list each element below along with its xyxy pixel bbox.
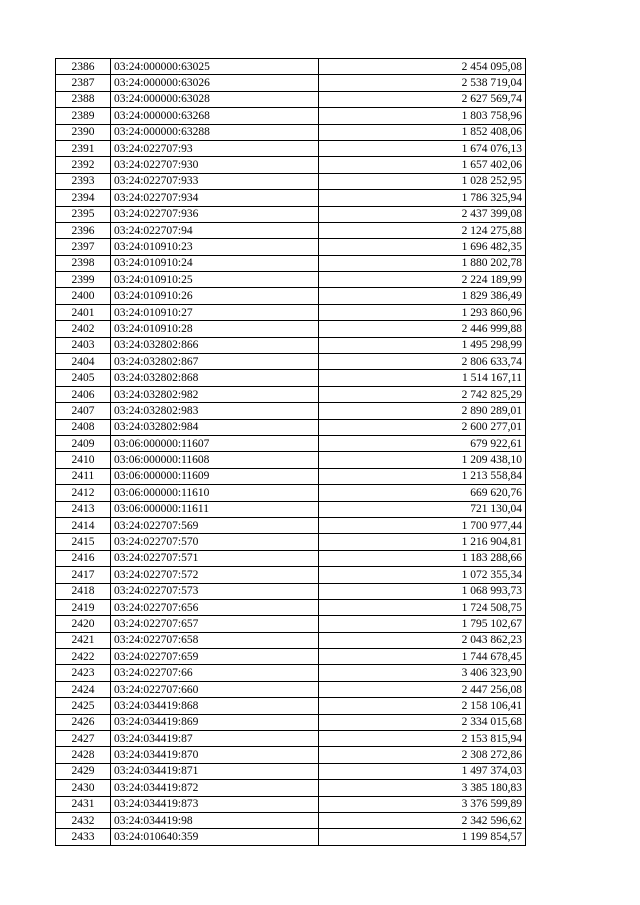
table-row [56, 403, 526, 419]
cadastral-number-cell: 03:24:000000:63268 [111, 108, 319, 124]
cadastral-number-cell: 03:24:022707:571 [111, 550, 319, 566]
row-number-cell: 2387 [56, 75, 111, 91]
cadastral-number-cell: 03:06:000000:11608 [111, 452, 319, 468]
table-row [56, 468, 526, 484]
value-cell: 2 538 719,04 [319, 75, 526, 91]
cadastral-number-cell: 03:24:010640:359 [111, 829, 319, 845]
value-cell: 2 342 596,62 [319, 812, 526, 828]
value-cell: 3 406 323,90 [319, 665, 526, 681]
table-row [56, 747, 526, 763]
cadastral-number-cell: 03:24:022707:659 [111, 649, 319, 665]
table-row [56, 272, 526, 288]
row-number-cell: 2398 [56, 255, 111, 271]
value-cell: 3 376 599,89 [319, 796, 526, 812]
cadastral-number-cell: 03:24:022707:660 [111, 681, 319, 697]
cadastral-number-cell: 03:24:032802:982 [111, 386, 319, 402]
table-row [56, 108, 526, 124]
value-cell: 1 880 202,78 [319, 255, 526, 271]
table-row [56, 354, 526, 370]
table-row [56, 714, 526, 730]
value-cell: 1 744 678,45 [319, 649, 526, 665]
value-cell: 1 829 386,49 [319, 288, 526, 304]
table-row [56, 370, 526, 386]
value-cell: 2 806 633,74 [319, 354, 526, 370]
value-cell: 2 158 106,41 [319, 698, 526, 714]
table-row [56, 731, 526, 747]
row-number-cell: 2428 [56, 747, 111, 763]
cadastral-number-cell: 03:24:034419:873 [111, 796, 319, 812]
table-row [56, 829, 526, 845]
cadastral-number-cell: 03:24:032802:866 [111, 337, 319, 353]
table-row [56, 599, 526, 615]
value-cell: 1 795 102,67 [319, 616, 526, 632]
row-number-cell: 2393 [56, 173, 111, 189]
table-row [56, 288, 526, 304]
row-number-cell: 2389 [56, 108, 111, 124]
cadastral-number-cell: 03:24:010910:27 [111, 304, 319, 320]
row-number-cell: 2388 [56, 91, 111, 107]
row-number-cell: 2417 [56, 567, 111, 583]
value-cell: 721 130,04 [319, 501, 526, 517]
row-number-cell: 2404 [56, 354, 111, 370]
cadastral-number-cell: 03:24:032802:867 [111, 354, 319, 370]
value-cell: 1 216 904,81 [319, 534, 526, 550]
row-number-cell: 2402 [56, 321, 111, 337]
row-number-cell: 2419 [56, 599, 111, 615]
cadastral-number-cell: 03:24:010910:26 [111, 288, 319, 304]
value-cell: 2 043 862,23 [319, 632, 526, 648]
cadastral-number-cell: 03:24:034419:868 [111, 698, 319, 714]
cadastral-number-cell: 03:24:032802:868 [111, 370, 319, 386]
cadastral-number-cell: 03:24:034419:98 [111, 812, 319, 828]
row-number-cell: 2413 [56, 501, 111, 517]
cadastral-number-cell: 03:24:000000:63028 [111, 91, 319, 107]
row-number-cell: 2407 [56, 403, 111, 419]
row-number-cell: 2429 [56, 763, 111, 779]
value-cell: 669 620,76 [319, 485, 526, 501]
table-row [56, 124, 526, 140]
row-number-cell: 2424 [56, 681, 111, 697]
value-cell: 1 514 167,11 [319, 370, 526, 386]
row-number-cell: 2408 [56, 419, 111, 435]
cadastral-number-cell: 03:24:010910:28 [111, 321, 319, 337]
cadastral-number-cell: 03:06:000000:11611 [111, 501, 319, 517]
value-cell: 1 495 298,99 [319, 337, 526, 353]
table-row [56, 616, 526, 632]
value-cell: 2 124 275,88 [319, 222, 526, 238]
table-row [56, 419, 526, 435]
value-cell: 1 293 860,96 [319, 304, 526, 320]
cadastral-number-cell: 03:24:022707:570 [111, 534, 319, 550]
cadastral-number-cell: 03:24:022707:936 [111, 206, 319, 222]
table-row [56, 501, 526, 517]
table-row [56, 796, 526, 812]
value-cell: 2 446 999,88 [319, 321, 526, 337]
row-number-cell: 2397 [56, 239, 111, 255]
table-row [56, 190, 526, 206]
row-number-cell: 2401 [56, 304, 111, 320]
cadastral-number-cell: 03:24:000000:63026 [111, 75, 319, 91]
cadastral-number-cell: 03:24:034419:87 [111, 731, 319, 747]
table-row [56, 157, 526, 173]
table-row [56, 75, 526, 91]
cadastral-number-cell: 03:24:032802:984 [111, 419, 319, 435]
value-cell: 1 199 854,57 [319, 829, 526, 845]
row-number-cell: 2410 [56, 452, 111, 468]
cadastral-number-cell: 03:24:022707:934 [111, 190, 319, 206]
value-cell: 3 385 180,83 [319, 780, 526, 796]
value-cell: 1 852 408,06 [319, 124, 526, 140]
value-cell: 2 600 277,01 [319, 419, 526, 435]
value-cell: 1 497 374,03 [319, 763, 526, 779]
cadastral-number-cell: 03:24:022707:933 [111, 173, 319, 189]
table-row [56, 222, 526, 238]
value-cell: 2 153 815,94 [319, 731, 526, 747]
table-row [56, 239, 526, 255]
cadastral-number-cell: 03:24:034419:872 [111, 780, 319, 796]
value-cell: 1 674 076,13 [319, 140, 526, 156]
value-cell: 1 700 977,44 [319, 517, 526, 533]
value-cell: 2 454 095,08 [319, 59, 526, 75]
cadastral-number-cell: 03:24:034419:871 [111, 763, 319, 779]
value-cell: 2 437 399,08 [319, 206, 526, 222]
row-number-cell: 2396 [56, 222, 111, 238]
row-number-cell: 2406 [56, 386, 111, 402]
table-row [56, 534, 526, 550]
value-cell: 1 209 438,10 [319, 452, 526, 468]
table-row [56, 649, 526, 665]
cadastral-number-cell: 03:24:022707:657 [111, 616, 319, 632]
row-number-cell: 2415 [56, 534, 111, 550]
cadastral-number-cell: 03:24:010910:24 [111, 255, 319, 271]
row-number-cell: 2431 [56, 796, 111, 812]
table-row [56, 435, 526, 451]
table-row [56, 386, 526, 402]
table-row [56, 517, 526, 533]
cadastral-number-cell: 03:24:022707:573 [111, 583, 319, 599]
table-row [56, 812, 526, 828]
row-number-cell: 2392 [56, 157, 111, 173]
table-row [56, 681, 526, 697]
value-cell: 2 308 272,86 [319, 747, 526, 763]
cadastral-number-cell: 03:24:022707:569 [111, 517, 319, 533]
value-cell: 1 072 355,34 [319, 567, 526, 583]
row-number-cell: 2426 [56, 714, 111, 730]
row-number-cell: 2390 [56, 124, 111, 140]
cadastral-number-cell: 03:24:022707:93 [111, 140, 319, 156]
value-cell: 1 786 325,94 [319, 190, 526, 206]
table-row [56, 583, 526, 599]
table-row [56, 452, 526, 468]
value-cell: 1 803 758,96 [319, 108, 526, 124]
table-row [56, 567, 526, 583]
value-cell: 1 028 252,95 [319, 173, 526, 189]
cadastral-number-cell: 03:24:034419:870 [111, 747, 319, 763]
row-number-cell: 2421 [56, 632, 111, 648]
row-number-cell: 2416 [56, 550, 111, 566]
table-row [56, 337, 526, 353]
row-number-cell: 2405 [56, 370, 111, 386]
cadastral-number-cell: 03:24:034419:869 [111, 714, 319, 730]
value-cell: 2 334 015,68 [319, 714, 526, 730]
cadastral-number-cell: 03:24:022707:658 [111, 632, 319, 648]
value-cell: 2 447 256,08 [319, 681, 526, 697]
table-row [56, 665, 526, 681]
value-cell: 679 922,61 [319, 435, 526, 451]
cadastral-number-cell: 03:24:032802:983 [111, 403, 319, 419]
value-cell: 2 890 289,01 [319, 403, 526, 419]
value-cell: 2 627 569,74 [319, 91, 526, 107]
table-row [56, 763, 526, 779]
value-cell: 1 696 482,35 [319, 239, 526, 255]
row-number-cell: 2391 [56, 140, 111, 156]
value-cell: 1 068 993,73 [319, 583, 526, 599]
row-number-cell: 2418 [56, 583, 111, 599]
cadastral-number-cell: 03:24:000000:63025 [111, 59, 319, 75]
table-row [56, 632, 526, 648]
table-row [56, 698, 526, 714]
table-row [56, 550, 526, 566]
cadastral-number-cell: 03:24:022707:66 [111, 665, 319, 681]
row-number-cell: 2412 [56, 485, 111, 501]
value-cell: 1 213 558,84 [319, 468, 526, 484]
cadastral-number-cell: 03:24:022707:656 [111, 599, 319, 615]
value-cell: 2 742 825,29 [319, 386, 526, 402]
value-cell: 1 183 288,66 [319, 550, 526, 566]
table-row [56, 485, 526, 501]
row-number-cell: 2422 [56, 649, 111, 665]
row-number-cell: 2409 [56, 435, 111, 451]
row-number-cell: 2430 [56, 780, 111, 796]
cadastral-number-cell: 03:06:000000:11610 [111, 485, 319, 501]
value-cell: 1 724 508,75 [319, 599, 526, 615]
row-number-cell: 2414 [56, 517, 111, 533]
row-number-cell: 2420 [56, 616, 111, 632]
row-number-cell: 2427 [56, 731, 111, 747]
cadastral-value-table [55, 58, 526, 846]
row-number-cell: 2399 [56, 272, 111, 288]
cadastral-number-cell: 03:06:000000:11609 [111, 468, 319, 484]
cadastral-number-cell: 03:24:022707:930 [111, 157, 319, 173]
table-row [56, 255, 526, 271]
row-number-cell: 2394 [56, 190, 111, 206]
row-number-cell: 2403 [56, 337, 111, 353]
table-row [56, 140, 526, 156]
table-body [56, 59, 526, 846]
row-number-cell: 2400 [56, 288, 111, 304]
table-row [56, 91, 526, 107]
row-number-cell: 2386 [56, 59, 111, 75]
row-number-cell: 2423 [56, 665, 111, 681]
value-cell: 2 224 189,99 [319, 272, 526, 288]
table-row [56, 304, 526, 320]
table-row [56, 173, 526, 189]
row-number-cell: 2411 [56, 468, 111, 484]
cadastral-number-cell: 03:24:010910:23 [111, 239, 319, 255]
row-number-cell: 2432 [56, 812, 111, 828]
table-row [56, 59, 526, 75]
row-number-cell: 2433 [56, 829, 111, 845]
cadastral-number-cell: 03:24:022707:94 [111, 222, 319, 238]
cadastral-number-cell: 03:24:010910:25 [111, 272, 319, 288]
row-number-cell: 2425 [56, 698, 111, 714]
table-row [56, 321, 526, 337]
table-row [56, 780, 526, 796]
cadastral-number-cell: 03:24:022707:572 [111, 567, 319, 583]
row-number-cell: 2395 [56, 206, 111, 222]
cadastral-number-cell: 03:24:000000:63288 [111, 124, 319, 140]
value-cell: 1 657 402,06 [319, 157, 526, 173]
table-row [56, 206, 526, 222]
cadastral-number-cell: 03:06:000000:11607 [111, 435, 319, 451]
